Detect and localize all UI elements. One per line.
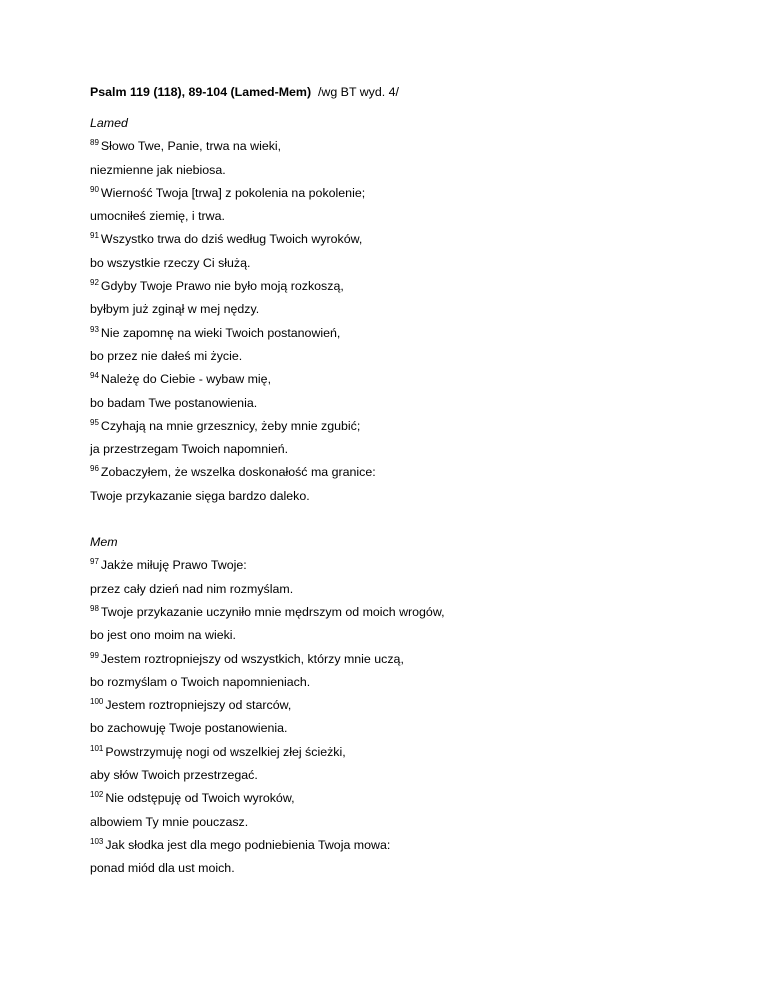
verse-line [90, 208, 710, 224]
verse-text: Zobaczyłem, że wszelka doskonałość ma granice: [100, 465, 376, 480]
verse-number: 90 [90, 184, 99, 194]
verse-line [90, 790, 710, 806]
verse-text: aby słów Twoich przestrzegać. [90, 768, 258, 783]
section-heading: Mem [90, 535, 118, 550]
verse-line [90, 604, 710, 620]
verse-line [90, 162, 710, 178]
verse-number: 89 [90, 138, 99, 148]
verse-text: Jakże miłuję Prawo Twoje: [100, 558, 247, 573]
verse-text: byłbym już zginął w mej nędzy. [90, 302, 260, 317]
verse-text: Gdyby Twoje Prawo nie było moją rozkoszą, [100, 279, 344, 294]
verse-line [90, 488, 710, 504]
verse-line [90, 325, 710, 341]
verse-number: 92 [90, 278, 99, 288]
verse-number: 98 [90, 603, 99, 613]
verse-text: bo przez nie dałeś mi życie. [90, 348, 243, 363]
verse-number: 102 [90, 790, 104, 800]
verse-text: bo zachowuję Twoje postanowienia. [90, 721, 288, 736]
verse-line [90, 464, 710, 480]
verse-line [90, 744, 710, 760]
verse-text: bo rozmyślam o Twoich napomnieniach. [90, 674, 311, 689]
verse-number: 100 [90, 697, 104, 707]
verse-line [90, 767, 710, 783]
verse-text: Nie odstępuję od Twoich wyroków, [105, 791, 295, 806]
verse-line [90, 557, 710, 573]
verse-text: Jestem roztropniejszy od wszystkich, którzy mnie uczą, [100, 651, 404, 666]
verse-text: Słowo Twe, Panie, trwa na wieki, [100, 139, 282, 154]
verse-line [90, 255, 710, 271]
section-mem [90, 534, 710, 876]
verse-text: bo badam Twe postanowienia. [90, 395, 258, 410]
title-bold-text: Psalm 119 (118), 89-104 (Lamed-Mem) [90, 85, 312, 99]
verse-line [90, 627, 710, 643]
verse-text: niezmienne jak niebiosa. [90, 162, 226, 177]
title-edition-text: /wg BT wyd. 4/ [311, 85, 399, 99]
verse-line [90, 720, 710, 736]
verse-text: bo jest ono moim na wieki. [90, 628, 237, 643]
verse-number: 97 [90, 557, 99, 567]
section-heading: Lamed [90, 116, 128, 130]
verse-number: 95 [90, 417, 99, 427]
document-title [90, 84, 710, 100]
verse-text: przez cały dzień nad nim rozmyślam. [90, 581, 294, 596]
verse-text: Czyhają na mnie grzesznicy, żeby mnie zgubić; [100, 418, 361, 433]
verse-line [90, 697, 710, 713]
section-spacer [90, 511, 710, 534]
verse-text: Należę do Ciebie - wybaw mię, [100, 372, 272, 387]
verse-number: 101 [90, 743, 104, 753]
verse-number: 99 [90, 650, 99, 660]
verse-line [90, 185, 710, 201]
verse-line [90, 860, 710, 876]
verse-text: umocniłeś ziemię, i trwa. [90, 209, 225, 224]
verse-line [90, 138, 710, 154]
verse-text: albowiem Ty mnie pouczasz. [90, 814, 249, 829]
verse-number: 93 [90, 324, 99, 334]
verse-line [90, 231, 710, 247]
verse-number: 94 [90, 371, 99, 381]
verse-text: Wszystko trwa do dziś według Twoich wyroków, [100, 232, 363, 247]
verse-text: ja przestrzegam Twoich napomnień. [90, 442, 289, 457]
verse-text: Twoje przykazanie sięga bardzo daleko. [90, 488, 310, 503]
verse-line [90, 651, 710, 667]
verse-text: Powstrzymuję nogi od wszelkiej złej ścieżki, [105, 744, 346, 759]
verse-line [90, 837, 710, 853]
verse-number: 96 [90, 464, 99, 474]
verse-line [90, 581, 710, 597]
verse-line [90, 371, 710, 387]
verse-text: bo wszystkie rzeczy Ci służą. [90, 255, 251, 270]
verse-line [90, 395, 710, 411]
verse-number: 103 [90, 836, 104, 846]
verse-line [90, 418, 710, 434]
verse-text: Wierność Twoja [trwa] z pokolenia na pokolenie; [100, 185, 366, 200]
verse-text: Twoje przykazanie uczyniło mnie mędrszym od moich wrogów, [100, 604, 445, 619]
verse-line [90, 301, 710, 317]
verse-line [90, 441, 710, 457]
verse-text: Nie zapomnę na wieki Twoich postanowień, [100, 325, 341, 340]
verse-number: 91 [90, 231, 99, 241]
verse-line [90, 348, 710, 364]
verse-text: Jestem roztropniejszy od starców, [105, 698, 292, 713]
verse-line [90, 278, 710, 294]
section-lamed [90, 115, 710, 504]
verse-line [90, 814, 710, 830]
document-body [90, 84, 710, 884]
verse-line [90, 674, 710, 690]
verse-text: Jak słodka jest dla mego podniebienia Twoja mowa: [105, 837, 391, 852]
verse-text: ponad miód dla ust moich. [90, 861, 235, 876]
